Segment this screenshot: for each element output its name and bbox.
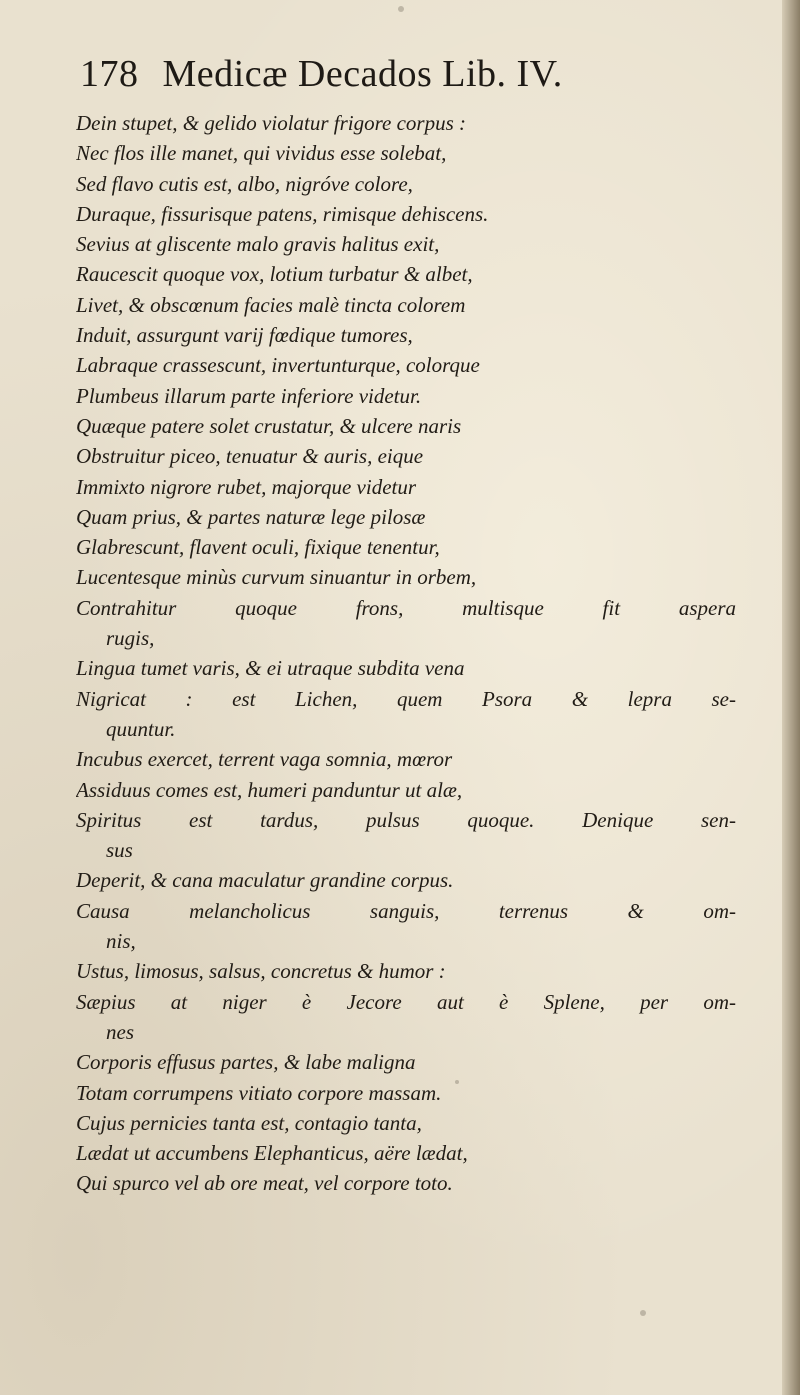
text-line: Nigricat : est Lichen, quem Psora & lepra se- — [76, 686, 736, 711]
text-line: Nec flos ille manet, qui vividus esse solebat, — [76, 141, 447, 166]
text-line-continuation: nes — [106, 1019, 134, 1044]
text-line: Lædat ut accumbens Elephanticus, aëre lædat, — [76, 1141, 468, 1166]
text-line: Totam corrumpens vitiato corpore massam. — [76, 1080, 442, 1105]
ink-speck — [398, 6, 404, 12]
page-number: 178 — [80, 53, 139, 95]
text-line: Causa melancholicus sanguis, terrenus & om- — [76, 898, 736, 923]
text-line: Immixto nigrore rubet, majorque videtur — [76, 474, 417, 499]
text-line: Quæque patere solet crustatur, & ulcere naris — [76, 413, 462, 438]
text-line: Glabrescunt, flavent oculi, fixique tenentur, — [76, 535, 440, 560]
text-line: Labraque crassescunt, invertunturque, colorque — [76, 353, 480, 378]
text-line: Livet, & obscœnum facies malè tincta colorem — [76, 292, 466, 317]
text-line: Obstruitur piceo, tenuatur & auris, eique — [76, 444, 424, 469]
text-line: Qui spurco vel ab ore meat, vel corpore toto. — [76, 1171, 453, 1196]
text-line: Corporis effusus partes, & labe maligna — [76, 1050, 416, 1075]
text-line: Lucentesque minùs curvum sinuantur in orbem, — [76, 565, 477, 590]
ink-speck — [640, 1310, 646, 1316]
text-line: Plumbeus illarum parte inferiore videtur. — [76, 383, 422, 408]
text-line: Lingua tumet varis, & ei utraque subdita vena — [76, 656, 465, 681]
running-title: Medicæ Decados Lib. IV. — [162, 53, 563, 95]
text-line: Sæpius at niger è Jecore aut è Splene, per om- — [76, 989, 736, 1014]
text-line: Dein stupet, & gelido violatur frigore corpus : — [76, 111, 467, 135]
text-line: Cujus pernicies tanta est, contagio tanta, — [76, 1110, 422, 1135]
text-line-continuation: nis, — [106, 929, 136, 954]
text-line: Sevius at gliscente malo gravis halitus exit, — [76, 232, 440, 257]
text-line-continuation: quuntur. — [106, 716, 176, 741]
text-line: Spiritus est tardus, pulsus quoque. Denique sen- — [76, 807, 736, 832]
text-line: Sed flavo cutis est, albo, nigróve colore, — [76, 171, 413, 196]
text-line: Assiduus comes est, humeri panduntur ut alæ, — [76, 777, 463, 802]
book-spine-edge — [782, 0, 800, 1395]
ink-speck — [455, 1080, 459, 1084]
text-line: Raucescit quoque vox, lotium turbatur & albet, — [76, 262, 473, 287]
text-line: Duraque, fissurisque patens, rimisque dehiscens. — [76, 201, 489, 226]
text-line-continuation: rugis, — [106, 626, 155, 651]
text-line: Incubus exercet, terrent vaga somnia, mœror — [76, 747, 453, 772]
text-line: Ustus, limosus, salsus, concretus & humor : — [76, 959, 446, 984]
text-line: Quam prius, & partes naturæ lege pilosæ — [76, 504, 426, 529]
text-line: Deperit, & cana maculatur grandine corpus. — [76, 868, 454, 893]
page-header — [80, 52, 563, 96]
text-line: Induit, assurgunt varij fœdique tumores, — [76, 323, 413, 348]
text-line-continuation: sus — [106, 838, 133, 863]
text-line: Contrahitur quoque frons, multisque fit aspera — [76, 595, 736, 620]
poem-text — [76, 108, 736, 1199]
